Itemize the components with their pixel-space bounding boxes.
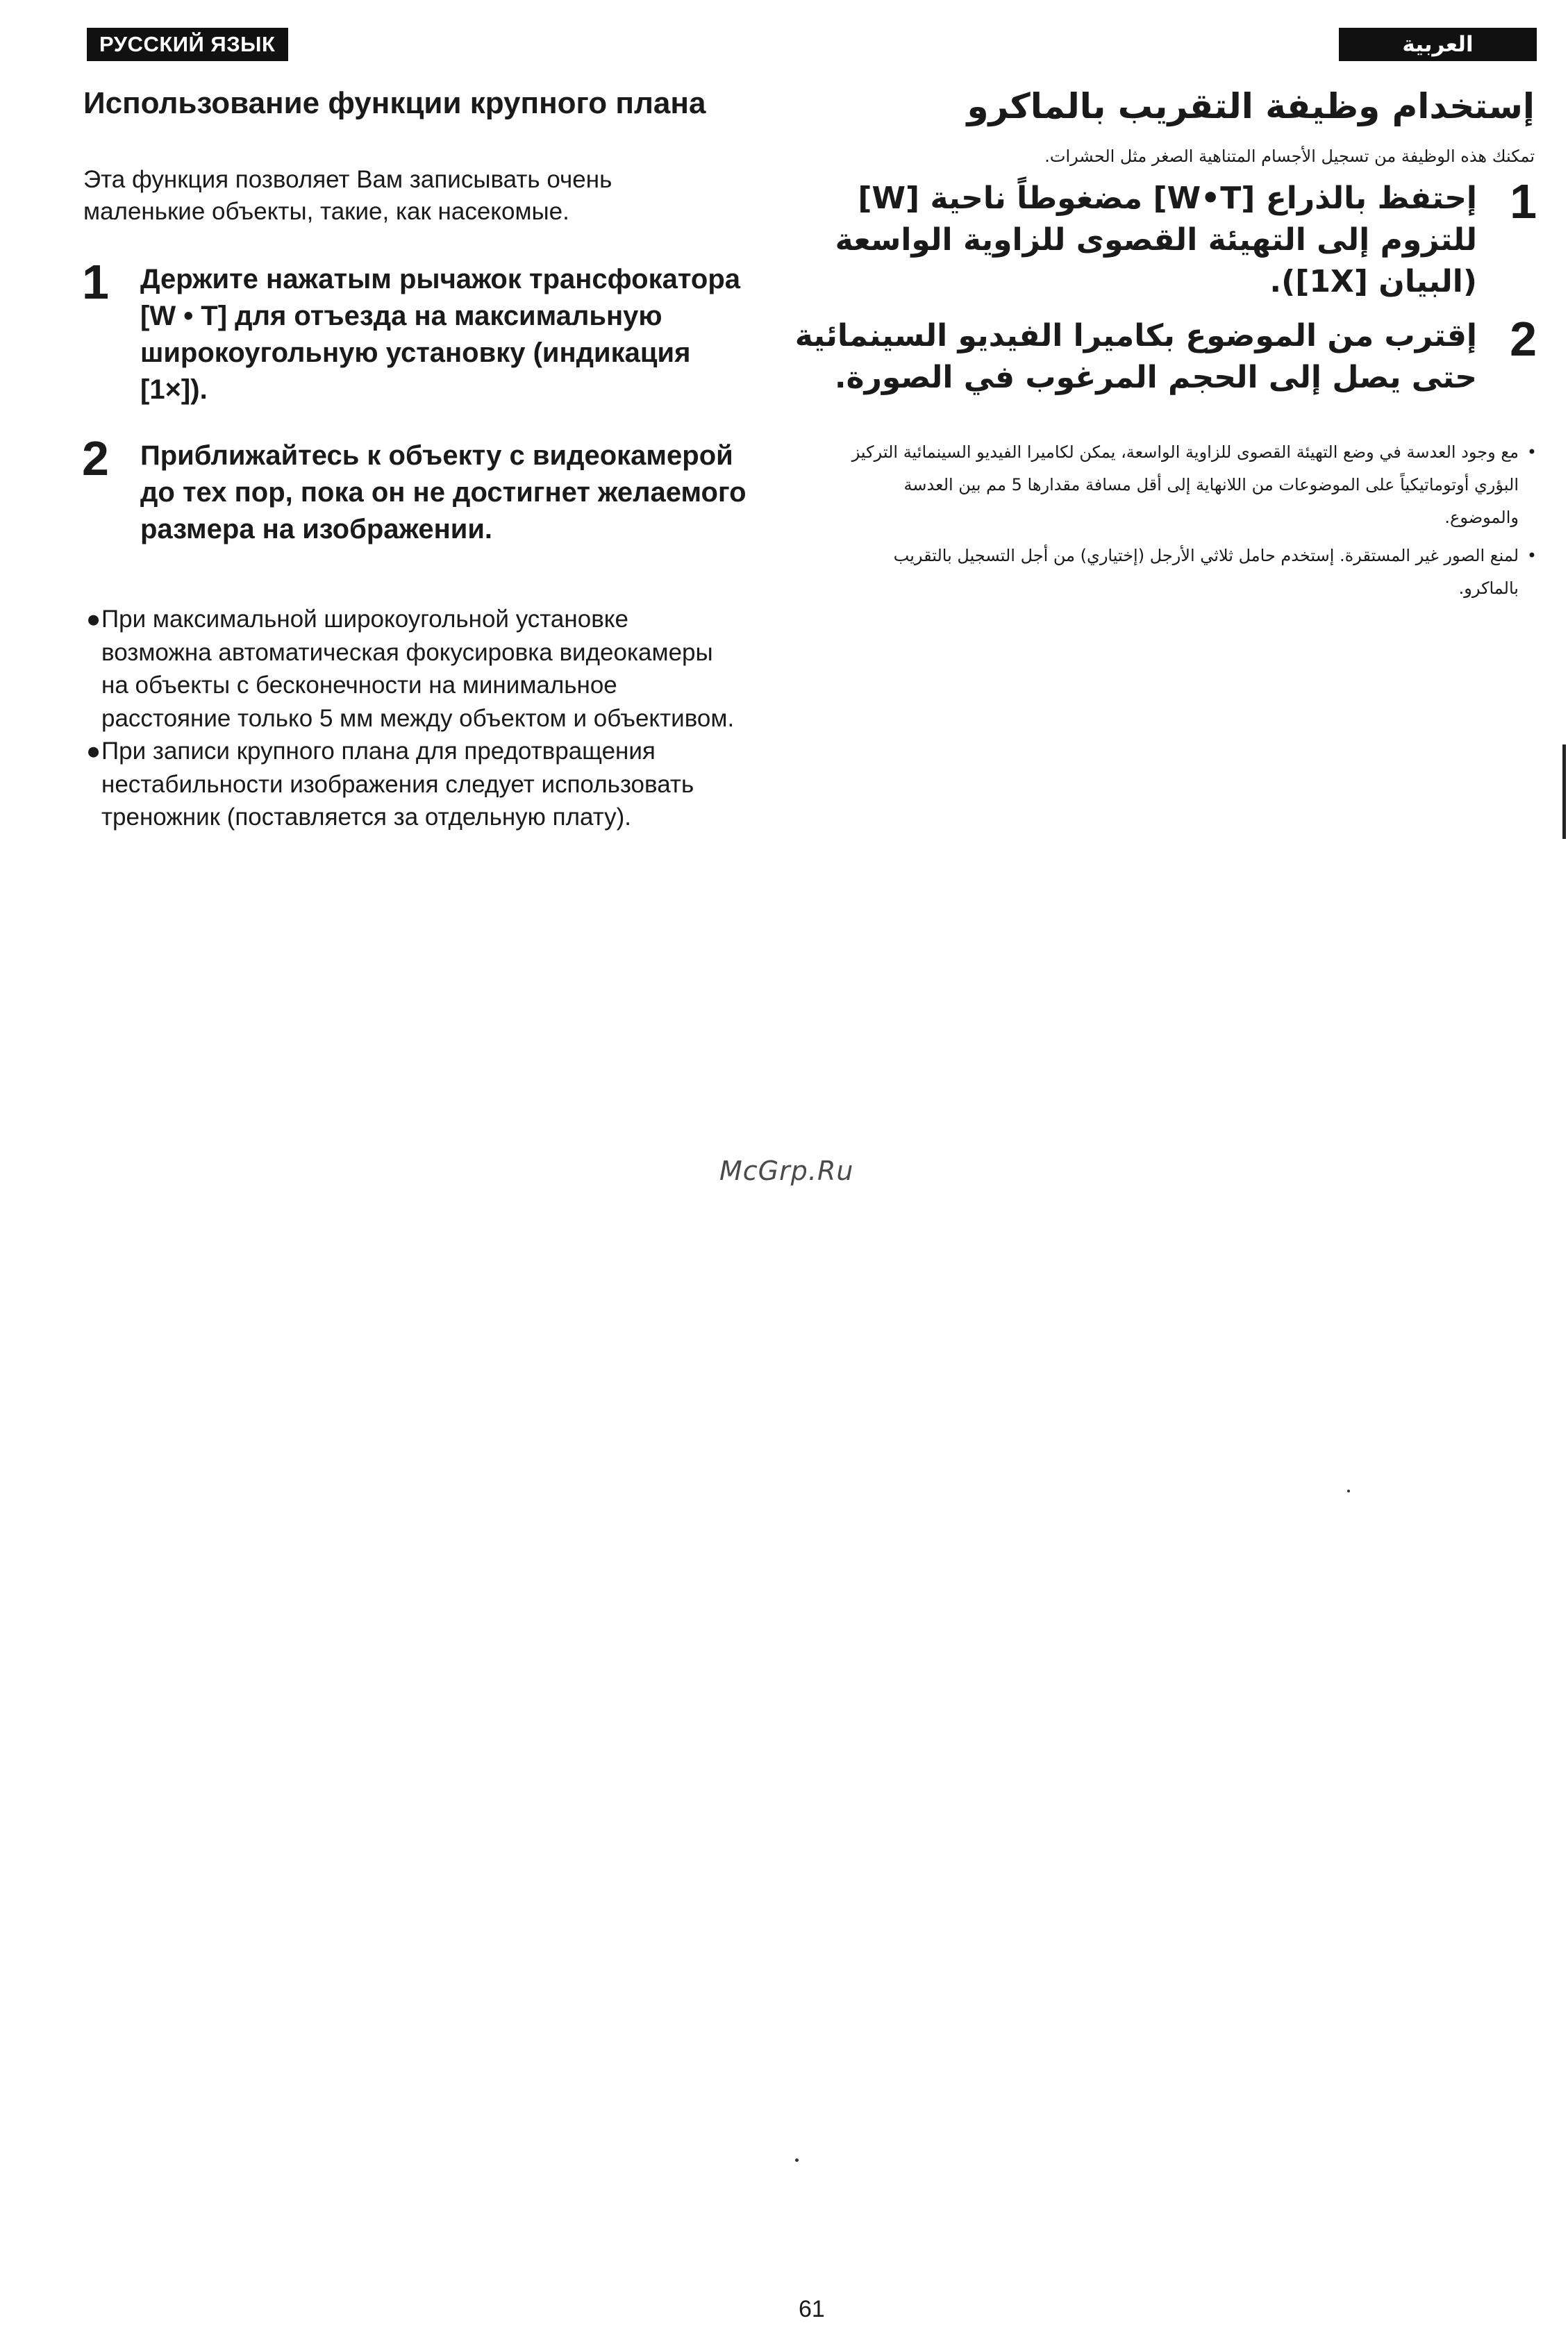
ru-section-title: Использование функции крупного плана	[83, 86, 706, 120]
ru-step-2-number: 2	[82, 431, 109, 485]
bullet-icon: ●	[86, 606, 101, 633]
page-number: 61	[799, 2296, 825, 2322]
scan-speck	[795, 2158, 799, 2162]
ru-notes-list	[86, 603, 739, 834]
ar-note-1-text: مع وجود العدسة في وضع التهيئة القصوى للزاوية الواسعة، يمكن لكاميرا الفيديو السينمائية التركيز البؤري أوتوماتيكياً على الموضوعات من اللانهاية إلى أقل مسافة مقدارها 5 مم بين العدسة والموضوع.	[851, 442, 1519, 527]
bullet-icon: ●	[86, 738, 101, 765]
ar-notes-list	[842, 436, 1537, 610]
ar-intro-text: تمكنك هذه الوظيفة من تسجيل الأجسام المتناهية الصغر مثل الحشرات.	[1044, 147, 1535, 166]
ru-note-1-text: При максимальной широкоугольной установке возможна автоматическая фокусировка видеокамеры на объекты с бесконечности на минимальное расстояние только 5 мм между объектом и объективом.	[101, 606, 735, 732]
scan-speck	[1347, 1490, 1350, 1492]
ar-section-title: إستخدام وظيفة التقريب بالماكرو	[967, 86, 1535, 126]
ru-step-1-number: 1	[82, 255, 109, 309]
language-tab-arabic: العربية	[1339, 28, 1537, 61]
language-tab-russian: РУССКИЙ ЯЗЫК	[87, 28, 288, 61]
ru-step-1-text: Держите нажатым рычажок трансфокатора [W • T] для отъезда на максимальную широкоугольную установку (индикация [1×]).	[140, 264, 741, 405]
ar-note-1	[842, 436, 1537, 534]
bullet-icon: •	[1526, 442, 1537, 462]
ar-step-1-number: 1	[1510, 174, 1537, 228]
ru-note-2-text: При записи крупного плана для предотвращения нестабильности изображения следует использовать треножник (поставляется за отдельную плату).	[101, 738, 694, 831]
bullet-icon: •	[1526, 546, 1537, 565]
ru-note-1	[86, 603, 739, 735]
ar-note-2	[842, 540, 1537, 605]
ru-step-2-text: Приближайтесь к объекту с видеокамерой до тех пор, пока он не достигнет желаемого размера на изображении.	[140, 440, 747, 544]
ar-step-1-text: إحتفظ بالذراع [W•T] مضغوطاً ناحية [W] للتزوم إلى التهيئة القصوى للزاوية الواسعة (البيان [1X]).	[835, 181, 1477, 299]
ru-note-2	[86, 735, 739, 834]
watermark: McGrp.Ru	[719, 1156, 854, 1186]
ar-step-2-number: 2	[1510, 312, 1537, 366]
margin-edge-mark	[1562, 744, 1566, 839]
ar-note-2-text: لمنع الصور غير المستقرة. إستخدم حامل ثلاثي الأرجل (إختياري) من أجل التسجيل بالتقريب بالماكرو.	[893, 546, 1519, 598]
ru-intro-text: Эта функция позволяет Вам записывать очень маленькие объекты, такие, как насекомые.	[83, 166, 612, 225]
ar-step-2-text: إقترب من الموضوع بكاميرا الفيديو السينمائية حتى يصل إلى الحجم المرغوب في الصورة.	[794, 318, 1477, 395]
